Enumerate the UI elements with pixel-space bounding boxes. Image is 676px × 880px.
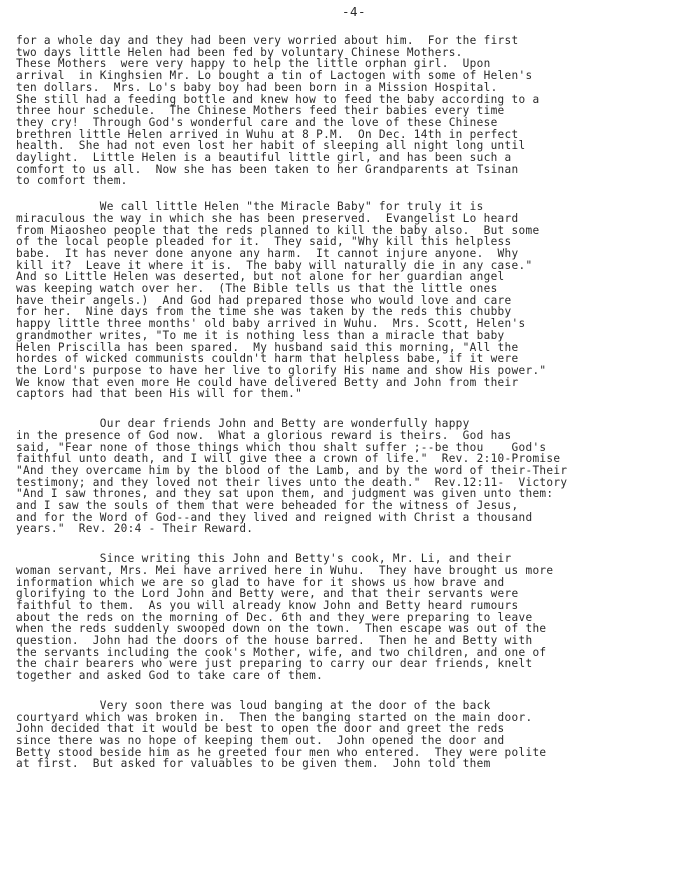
text-line: the chair bearers who were just preparing to carry our dear friends, knelt <box>16 657 533 671</box>
text-line: Helen Priscilla has been spared. My husband said this morning, "All the <box>16 340 519 354</box>
text-line: These Mothers were very happy to help the little orphan girl. Upon <box>16 57 491 71</box>
text-line: to comfort them. <box>16 174 128 188</box>
text-line: three hour schedule. The Chinese Mothers feed their babies every time <box>16 104 505 118</box>
text-line: hordes of wicked communists couldn't harm that helpless babe, if it were <box>16 352 519 366</box>
text-line: captors had that been His will for them." <box>16 387 303 401</box>
text-line: said, "Fear none of those things which thou shalt suffer ;--be thou God's <box>16 440 547 454</box>
paragraph-gap <box>16 187 662 201</box>
text-line: ten dollars. Mrs. Lo's baby boy had been born in a Mission Hospital. <box>16 80 498 94</box>
text-line: She still had a feeding bottle and knew how to feed the baby according to a <box>16 92 540 106</box>
text-line: together and asked God to take care of them. <box>16 669 324 683</box>
text-line: happy little three months' old baby arrived in Wuhu. Mrs. Scott, Helen's <box>16 317 526 331</box>
text-line: courtyard which was broken in. Then the banging started on the main door. <box>16 710 533 724</box>
text-line: kill it? Leave it where it is. The baby will naturally die in any case." <box>16 258 533 272</box>
text-line: at first. But asked for valuables to be given them. John told them <box>16 757 491 771</box>
text-line: And so Little Helen was deserted, but not alone for her guardian angel <box>16 270 505 284</box>
text-line: and I saw the souls of them that were beheaded for the witness of Jesus, <box>16 499 519 513</box>
text-line: since there was no hope of keeping them out. John opened the door and <box>16 733 505 747</box>
text-line: faithful to them. As you will already know John and Betty heard rumours <box>16 598 519 612</box>
paragraph <box>16 700 662 770</box>
page-number: -4- <box>341 4 367 19</box>
paragraph <box>16 35 662 187</box>
text-line: in the presence of God now. What a glorious reward is theirs. God has <box>16 428 512 442</box>
text-line: glorifying to the Lord John and Betty were, and that their servants were <box>16 587 519 601</box>
paragraph-gap <box>16 400 662 418</box>
text-line: information which we are so glad to have for it shows us how brave and <box>16 575 505 589</box>
paragraph-gap <box>16 535 662 553</box>
text-line: question. John had the doors of the house barred. Then he and Betty with <box>16 634 533 648</box>
text-line: "And I saw thrones, and they sat upon them, and judgment was given unto them: <box>16 487 554 501</box>
paragraph <box>16 418 662 535</box>
text-line: miraculous the way in which she has been preserved. Evangelist Lo heard <box>16 211 519 225</box>
text-line: testimony; and they loved not their lives unto the death." Rev.12:11- Victory <box>16 475 568 489</box>
paragraph <box>16 201 662 400</box>
text-line: daylight. Little Helen is a beautiful little girl, and has been such a <box>16 151 512 165</box>
text-line: Very soon there was loud banging at the door of the back <box>16 698 491 712</box>
text-line: grandmother writes, "To me it is nothing less than a miracle that baby <box>16 328 505 342</box>
paragraph <box>16 553 662 682</box>
text-line: comfort to us all. Now she has been taken to her Grandparents at Tsinan <box>16 162 519 176</box>
text-line: they cry! Through God's wonderful care and the love of these Chinese <box>16 115 498 129</box>
text-line: the servants including the cook's Mother, wife, and two children, and one of <box>16 645 547 659</box>
text-line: We call little Helen "the Miracle Baby" for truly it is <box>16 200 484 214</box>
text-line: years." Rev. 20:4 - Their Reward. <box>16 522 254 536</box>
text-line: of the local people pleaded for it. They said, "Why kill this helpless <box>16 235 512 249</box>
text-line: faithful unto death, and I will give thee a crown of life." Rev. 2:10-Promise <box>16 452 561 466</box>
text-line: We know that even more He could have delivered Betty and John from their <box>16 375 519 389</box>
text-line: the Lord's purpose to have her live to glorify His name and show His power." <box>16 363 547 377</box>
text-line: have their angels.) And God had prepared those who would love and care <box>16 293 512 307</box>
text-line: health. She had not even lost her habit of sleeping all night long until <box>16 139 526 153</box>
text-line: Our dear friends John and Betty are wonderfully happy <box>16 417 470 431</box>
text-line: for a whole day and they had been very worried about him. For the first <box>16 34 519 47</box>
text-line: "And they overcame him by the blood of the Lamb, and by the word of their-Their <box>16 463 568 477</box>
text-line: arrival in Kinghsien Mr. Lo bought a tin of Lactogen with some of Helen's <box>16 69 533 83</box>
paragraph-gap <box>16 682 662 700</box>
text-line: two days little Helen had been fed by voluntary Chinese Mothers. <box>16 45 463 59</box>
text-line: from Miaosheo people that the reds planned to kill the baby also. But some <box>16 223 540 237</box>
text-line: was keeping watch over her. (The Bible tells us that the little ones <box>16 282 498 296</box>
text-line: when the reds suddenly swooped down on the town. Then escape was out of the <box>16 622 547 636</box>
text-line: about the reds on the morning of Dec. 6th and they were preparing to leave <box>16 610 533 624</box>
text-line: and for the Word of God--and they lived and reigned with Christ a thousand <box>16 510 533 524</box>
text-line: Betty stood beside him as he greeted four men who entered. They were polite <box>16 745 547 759</box>
letter-body <box>16 35 662 770</box>
text-line: woman servant, Mrs. Mei have arrived here in Wuhu. They have brought us more <box>16 563 554 577</box>
text-line: Since writing this John and Betty's cook, Mr. Li, and their <box>16 552 512 566</box>
text-line: babe. It has never done anyone any harm. It cannot injure anyone. Why <box>16 246 519 260</box>
text-line: John decided that it would be best to open the door and greet the reds <box>16 722 505 736</box>
text-line: for her. Nine days from the time she was taken by the reds this chubby <box>16 305 512 319</box>
text-line: brethren little Helen arrived in Wuhu at 8 P.M. On Dec. 14th in perfect <box>16 127 519 141</box>
